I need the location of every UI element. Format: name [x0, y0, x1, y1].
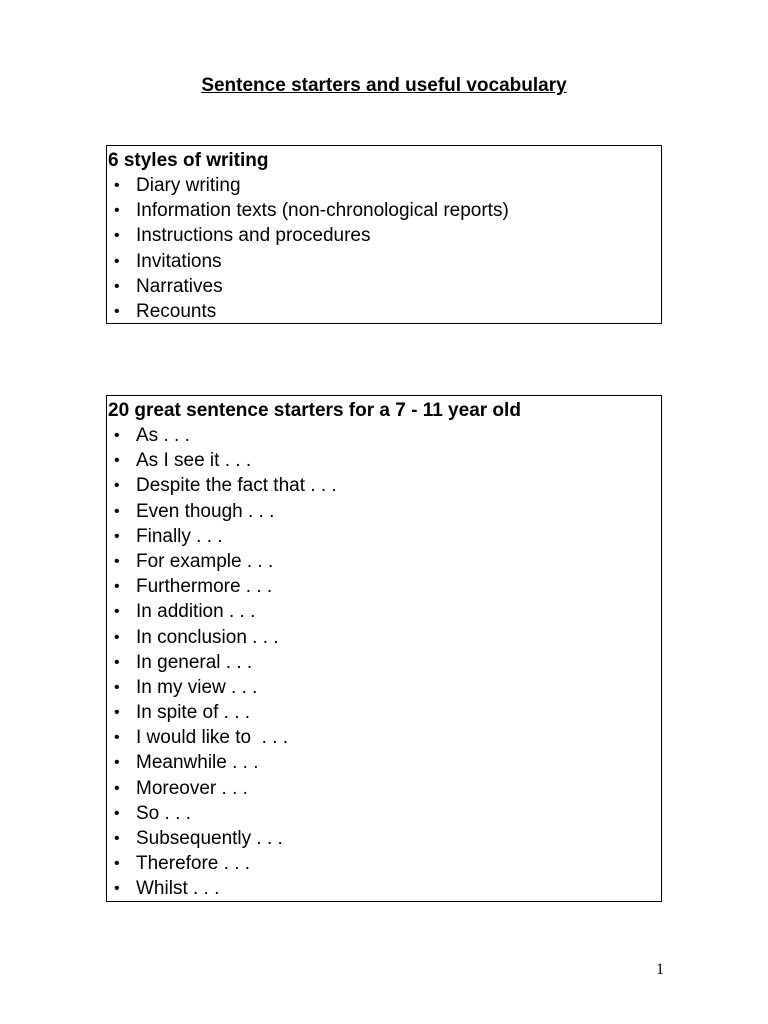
bullet-dot-icon: •: [114, 855, 120, 873]
list-item: [107, 499, 661, 524]
list-item-text: Meanwhile . . .: [136, 752, 259, 774]
list-item: [107, 675, 661, 700]
list-item-text: So . . .: [136, 802, 191, 824]
list-item-text: Subsequently . . .: [136, 828, 283, 849]
bullet-dot-icon: •: [114, 779, 120, 797]
list-item: [107, 826, 661, 851]
bullet-dot-icon: •: [114, 729, 120, 747]
bullet-dot-icon: •: [114, 880, 120, 898]
page-number: 1: [656, 961, 664, 978]
list-item-text: In addition . . .: [136, 601, 256, 623]
bullet-dot-icon: •: [114, 678, 120, 696]
list-item-text: Recounts: [136, 300, 217, 322]
list-item: [107, 574, 661, 599]
list-item: [107, 650, 661, 675]
bullet-dot-icon: •: [114, 252, 120, 270]
document-title: Sentence starters and useful vocabulary: [201, 75, 567, 96]
list-item-text: Instructions and procedures: [136, 225, 371, 247]
list-item: [107, 249, 661, 274]
sentence-starters-heading: 20 great sentence starters for a 7 - 11 year old: [108, 400, 521, 421]
list-item-text: In general . . .: [136, 651, 253, 673]
bullet-dot-icon: •: [114, 452, 120, 470]
sentence-starters-box: [106, 395, 662, 902]
list-item-text: Therefore . . .: [136, 853, 251, 875]
bullet-dot-icon: •: [114, 754, 120, 772]
writing-styles-list: [107, 173, 661, 324]
list-item-text: For example . . .: [136, 550, 274, 572]
bullet-dot-icon: •: [114, 277, 120, 295]
list-item: [107, 801, 661, 826]
list-item: [107, 725, 661, 750]
bullet-dot-icon: •: [114, 552, 120, 570]
list-item: [107, 173, 661, 198]
list-item-text: Finally . . .: [136, 525, 223, 547]
list-item: [107, 423, 661, 448]
bullet-dot-icon: •: [114, 628, 120, 646]
list-item-text: Diary writing: [136, 175, 241, 196]
bullet-dot-icon: •: [114, 704, 120, 722]
list-item: [107, 700, 661, 725]
bullet-dot-icon: •: [114, 578, 120, 596]
bullet-dot-icon: •: [114, 830, 120, 847]
list-item-text: Moreover . . .: [136, 777, 248, 799]
bullet-dot-icon: •: [114, 427, 120, 444]
list-item: [107, 448, 661, 473]
list-item-text: Narratives: [136, 275, 223, 297]
list-item-text: In spite of . . .: [136, 702, 251, 724]
list-item-text: In my view . . .: [136, 676, 258, 698]
list-item: [107, 851, 661, 876]
bullet-dot-icon: •: [114, 603, 120, 621]
bullet-dot-icon: •: [114, 227, 120, 245]
list-item-text: Invitations: [136, 250, 222, 272]
list-item: [107, 876, 661, 901]
bullet-dot-icon: •: [114, 302, 120, 320]
list-item: [107, 750, 661, 775]
bullet-dot-icon: •: [114, 177, 120, 194]
list-item-text: Furthermore . . .: [136, 576, 273, 598]
list-item-text: Whilst . . .: [136, 878, 220, 900]
list-item: [107, 198, 661, 223]
list-item-text: I would like to . . .: [136, 727, 289, 749]
list-item-text: Despite the fact that . . .: [136, 475, 337, 497]
list-item: [107, 524, 661, 549]
bullet-dot-icon: •: [114, 477, 120, 495]
list-item-text: Information texts (non-chronological reports): [136, 200, 509, 222]
list-item-text: As . . .: [136, 425, 190, 446]
bullet-dot-icon: •: [114, 527, 120, 545]
list-item: [107, 299, 661, 324]
list-item: [107, 549, 661, 574]
sentence-starters-list: [107, 423, 661, 902]
list-item: [107, 625, 661, 650]
list-item-text: Even though . . .: [136, 500, 275, 522]
writing-styles-box: [106, 145, 662, 324]
list-item: [107, 473, 661, 498]
list-item-text: As I see it . . .: [136, 450, 252, 472]
list-item: [107, 776, 661, 801]
bullet-dot-icon: •: [114, 202, 120, 220]
list-item: [107, 274, 661, 299]
list-item: [107, 599, 661, 624]
list-item-text: In conclusion . . .: [136, 626, 279, 648]
list-item: [107, 223, 661, 248]
writing-styles-heading: 6 styles of writing: [108, 150, 269, 171]
bullet-dot-icon: •: [114, 502, 120, 520]
bullet-dot-icon: •: [114, 653, 120, 671]
bullet-dot-icon: •: [114, 804, 120, 822]
